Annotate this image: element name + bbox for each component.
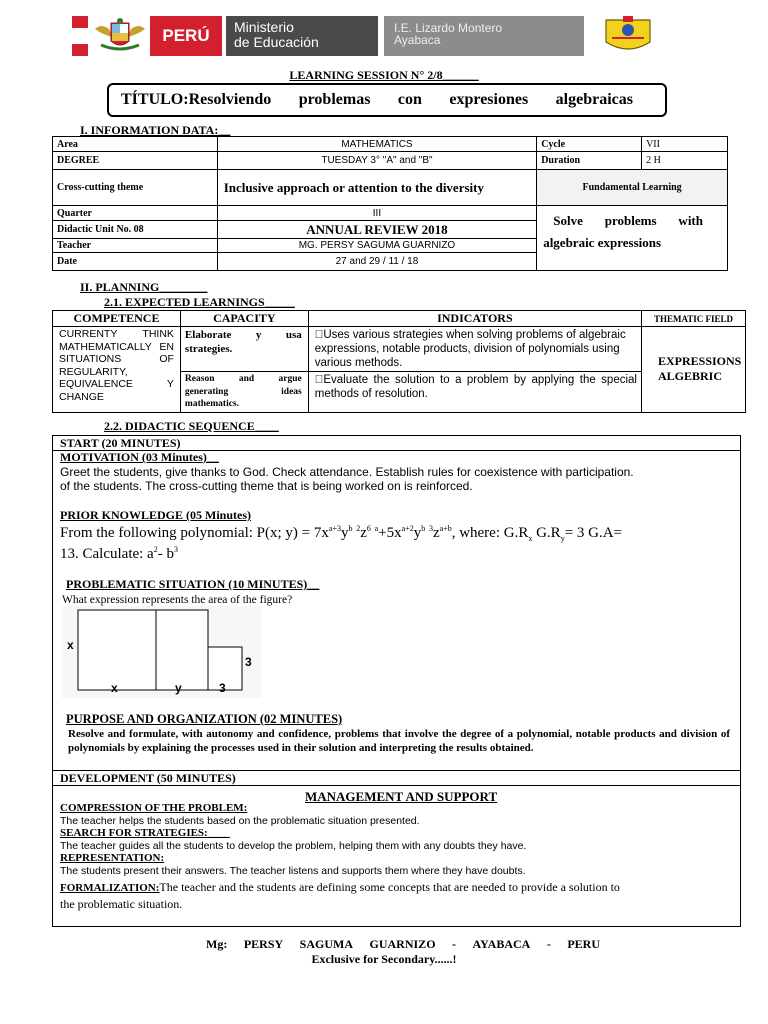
ministry-label	[226, 16, 378, 56]
title-word: problemas	[298, 91, 371, 108]
development-heading: DEVELOPMENT (50 MINUTES)	[60, 771, 236, 785]
ministry-line1: Ministerio	[234, 19, 294, 35]
planning-heading: II. PLANNING________	[80, 280, 208, 294]
information-table	[52, 136, 728, 271]
title-word: TÍTULO:Resolviendo	[121, 91, 272, 108]
problematic-question: What expression represents the area of the figure?	[62, 594, 293, 606]
fundamental-value: Solve problems with algebraic expressions	[537, 206, 728, 271]
title-box	[107, 83, 667, 117]
management-heading: MANAGEMENT AND SUPPORT	[305, 789, 498, 804]
cycle-label: Cycle	[537, 137, 642, 152]
capacity-header: CAPACITY	[180, 311, 308, 327]
compression-heading: COMPRESSION OF THE PROBLEM:	[60, 802, 248, 814]
school-shield-icon	[600, 16, 656, 56]
planning-table	[52, 310, 746, 413]
degree-value: TUESDAY 3° "A" and "B"	[217, 152, 536, 170]
duration-label: Duration	[537, 152, 642, 170]
search-heading: SEARCH FOR STRATEGIES:____	[60, 827, 230, 839]
cross-value: Inclusive approach or attention to the diversity	[217, 170, 536, 206]
school-line2: Ayabaca	[394, 33, 441, 47]
quarter-value: III	[217, 206, 536, 221]
compression-text: The teacher helps the students based on the problematic situation presented.	[60, 815, 420, 827]
area-figure	[62, 606, 262, 698]
title-word: expresiones	[449, 91, 529, 108]
school-line1: I.E. Lizardo Montero	[394, 21, 503, 35]
indicators-header: INDICATORS	[308, 311, 641, 327]
peru-label: PERÚ	[150, 16, 222, 56]
competence-header: COMPETENCE	[53, 311, 181, 327]
capacity-1: Elaborate y usa strategies.	[180, 327, 308, 372]
duration-value: 2 H	[642, 152, 728, 170]
prior-knowledge-heading: PRIOR KNOWLEDGE (05 Minutes)	[60, 508, 252, 522]
prior-knowledge-text-2: 13. Calculate: $a^2-$ $b^3$	[60, 545, 178, 562]
peru-coat-of-arms-icon	[90, 16, 150, 56]
purpose-heading: PURPOSE AND ORGANIZATION (02 MINUTES)	[66, 712, 343, 726]
flag-white-mark	[72, 28, 88, 44]
competence-cell: CURRENTY THINK MATHEMATICALLY EN SITUATIONS OF REGULARITY, EQUIVALENCE Y CHANGE	[53, 327, 181, 413]
search-text: The teacher guides all the students to develop the problem, helping them with any doubts they have.	[60, 840, 527, 852]
expected-learnings-heading: 2.1. EXPECTED LEARNINGS_____	[104, 295, 295, 309]
fundamental-label: Fundamental Learning	[537, 170, 728, 206]
section-information-heading: I. INFORMATION DATA:__	[80, 123, 231, 137]
figure-label-bottom-x: x	[111, 681, 118, 695]
indicator-1: Uses various strategies when solving problems of algebraic expressions, notable products, division of polynomials using various methods.	[308, 327, 641, 372]
title-word: algebraicas	[555, 91, 633, 108]
motivation-heading: MOTIVATION (03 Minutes)__	[60, 450, 219, 464]
thematic-header: THEMATIC FIELD	[641, 311, 745, 327]
ministry-line2: de Educación	[234, 34, 319, 50]
school-label	[384, 16, 584, 56]
footer-author: Mg: PERSY SAGUMA GUARNIZO - AYABACA - PERU	[206, 937, 600, 951]
formalization-text-2: the problematic situation.	[60, 897, 183, 911]
degree-label: DEGREE	[53, 152, 218, 170]
indicator-2: Evaluate the solution to a problem by applying the special methods of resolution.	[308, 372, 641, 413]
thematic-cell: EXPRESSIONS ALGEBRIC	[641, 327, 745, 413]
motivation-text-2: of the students. The cross-cutting theme that is being worked on is reinforced.	[60, 479, 473, 493]
date-value: 27 and 29 / 11 / 18	[217, 253, 536, 271]
cross-label: Cross-cutting theme	[53, 170, 218, 206]
figure-label-bottom-y: y	[175, 681, 182, 695]
unit-label: Didactic Unit No. 08	[53, 221, 218, 239]
footer-note: Exclusive for Secondary......!	[311, 952, 457, 966]
motivation-text-1: Greet the students, give thanks to God. Check attendance. Establish rules for coexistence with participation.	[60, 465, 634, 479]
area-label: Area	[53, 137, 218, 152]
figure-label-right-3: 3	[245, 655, 252, 669]
prior-knowledge-text-1: From the following polynomial: P(x; $y) = 7x^{a+3}y^b$ $^2z^6$ $^a+5x^{a+2}y^b$ $^3z^{a+b}$, where: $G.R_x$ $G.R_y= 3$ G.A=	[60, 524, 623, 543]
title-word: con	[397, 91, 422, 108]
teacher-label: Teacher	[53, 239, 218, 253]
didactic-sequence-heading: 2.2. DIDACTIC SEQUENCE____	[104, 419, 279, 433]
representation-text: The students present their answers. The teacher listens and supports them where they have doubts.	[60, 865, 526, 877]
teacher-value: MG. PERSY SAGUMA GUARNIZO	[217, 239, 536, 253]
figure-label-bottom-3: 3	[219, 681, 226, 695]
session-title: LEARNING SESSION N° 2/8______	[289, 68, 479, 82]
area-value: MATHEMATICS	[217, 137, 536, 152]
representation-heading: REPRESENTATION:	[60, 852, 165, 864]
problematic-heading: PROBLEMATIC SITUATION (10 MINUTES)__	[66, 577, 320, 591]
formalization-text-1: FORMALIZATION:The teacher and the students are defining some concepts that are needed to provide a solution to	[60, 880, 620, 894]
purpose-text: Resolve and formulate, with autonomy and confidence, problems that involve the degree of a polynomial, notable products and division of polynomials by explaining the processes used in their solution and interpreting the results obtained.	[68, 728, 730, 754]
capacity-2: Reason and argue generating ideas mathematics.	[180, 372, 308, 413]
figure-label-left: x	[67, 638, 74, 652]
date-label: Date	[53, 253, 218, 271]
cycle-value: VII	[642, 137, 728, 152]
start-heading: START (20 MINUTES)	[60, 436, 181, 450]
unit-value: ANNUAL REVIEW 2018	[217, 221, 536, 239]
quarter-label: Quarter	[53, 206, 218, 221]
